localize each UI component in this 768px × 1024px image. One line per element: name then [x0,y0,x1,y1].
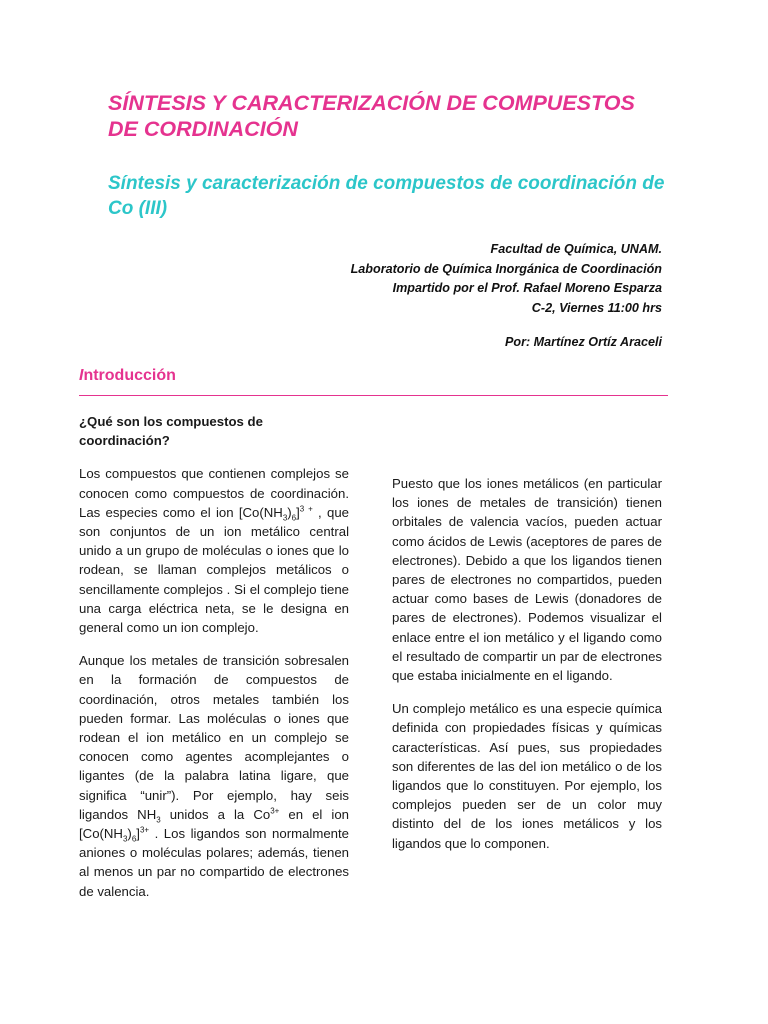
section-heading-introduccion [79,367,176,385]
right-column [392,474,662,867]
schedule-line: C-2, Viernes 11:00 hrs [531,300,662,315]
paragraph-4: Un complejo metálico es una especie química definida con propiedades físicas y químicas características. Así pues, sus propiedades son diferentes de las del ion metálico o de los ligandos que lo constituyen. Por ejemplo, los complejos pueden ser de un color muy distinto del de los iones metálicos y los ligandos que lo componen. [392,701,662,851]
author-line: Por: Martínez Ortíz Araceli [505,335,662,349]
professor-line: Impartido por el Prof. Rafael Moreno Esparza [392,281,662,295]
course-info [351,240,662,318]
section-heading-initial: I [79,367,84,384]
left-column [79,412,349,915]
document-subtitle: Síntesis y caracterización de compuestos de coordinación de Co (III) [108,173,665,219]
document-title: SÍNTESIS Y CARACTERIZACIÓN DE COMPUESTOS DE CORDINACIÓN [108,91,635,141]
paragraph-1: Los compuestos que contienen complejos se conocen como compuestos de coordinación. Las especies como el ion $[Co(NH_3)_6]^{3 +}$ , que son conjuntos de un ion metálico central unido a un grupo de moléculas o iones que lo rodean, se llaman complejos metálicos o sencillamente complejos . Si el complejo tiene una carga eléctrica neta, se le designa en general como un ion complejo. [79,466,350,636]
section-divider [79,395,668,396]
section-heading-rest: ntroducción [83,367,176,384]
paragraph-3: Puesto que los iones metálicos (en particular los iones de metales de transición) tienen orbitales de valencia vacíos, pueden actuar como ácidos de Lewis (aceptores de pares de electrones). Debido a que los ligandos tienen pares de electrones no compartidos, pueden actuar como bases de Lewis (donadores de pares de electrones). Podemos visualizar el enlace entre el ion metálico y el ligando como el resultado de compartir un par de electrones que estaba inicialmente en el ligando. [392,476,662,684]
faculty-line: Facultad de Química, UNAM. [490,242,662,256]
laboratory-line: Laboratorio de Química Inorgánica de Coordinación [350,261,662,276]
question-heading: ¿Qué son los compuestos de coordinación? [79,414,263,449]
paragraph-2: Aunque los metales de transición sobresalen en la formación de compuestos de coordinación, otros metales también los pueden formar. Las moléculas o iones que rodean el ion metálico en un complejo se conocen como agentes acomplejantes o ligantes (de la palabra latina ligare, que significa “unir”). Por ejemplo, hay seis ligandos $NH_3$ unidos a la $Co^{3+}$ en el ion $[Co(NH_3)_6]^{3+}$ . Los ligandos son normalmente aniones o moléculas polares; además, tienen al menos un par no compartido de electrones de valencia. [79,653,349,899]
